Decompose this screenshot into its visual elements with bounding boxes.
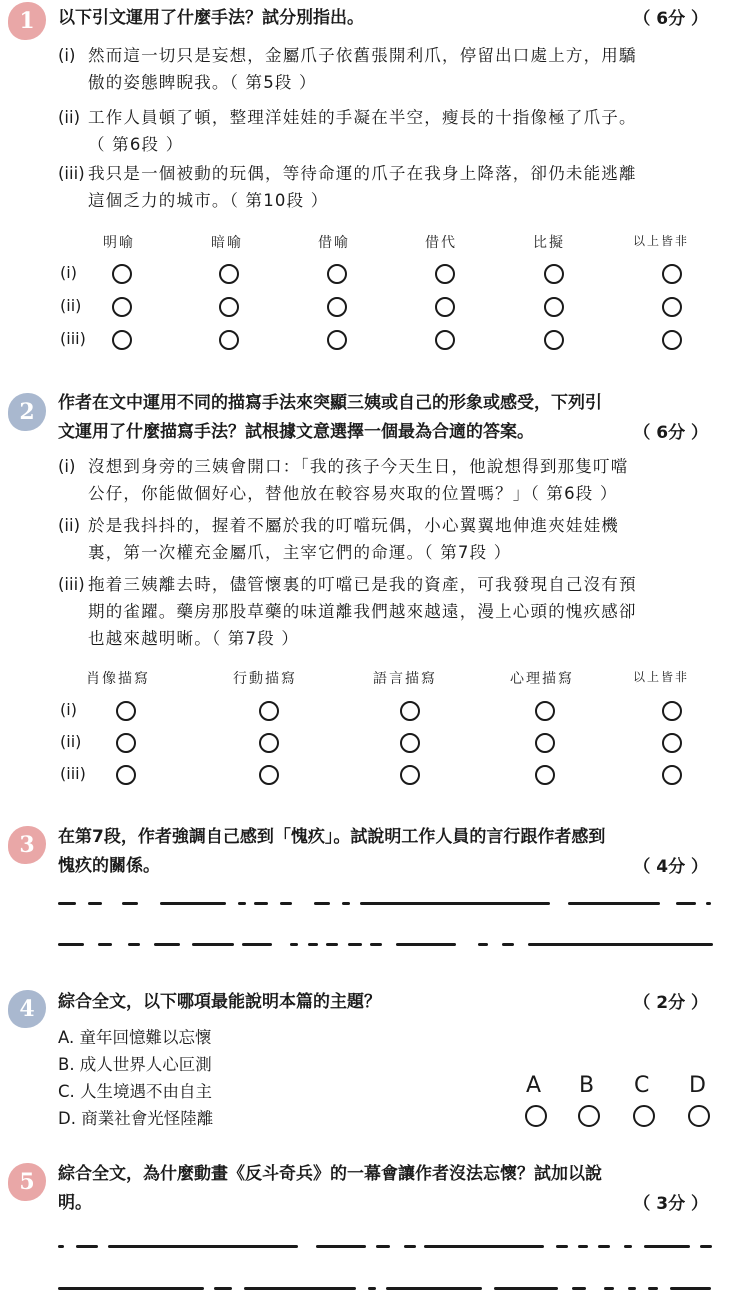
q1-col-3: 借喻 xyxy=(318,235,350,251)
q2-r1-c3-radio[interactable] xyxy=(400,701,420,721)
q4-option-c: C. 人生境遇不由自主 xyxy=(58,1082,213,1101)
q2-r3-c2-radio[interactable] xyxy=(259,765,279,785)
q4-choice-b-label: B xyxy=(579,1073,595,1098)
q2-r1-c2-radio[interactable] xyxy=(259,701,279,721)
q1-item-3: (iii) 我只是一個被動的玩偶，等待命運的爪子在我身上降落，卻仍未能逃離 這個乏力的城市。（ 第10段 ） xyxy=(58,164,637,210)
q1-r3-c4-radio[interactable] xyxy=(435,330,455,350)
q2-row-3-label: (iii) xyxy=(60,764,86,783)
q5-answer-line-2[interactable] xyxy=(58,1287,713,1299)
question-2 xyxy=(0,385,730,795)
q4-choice-a-label: A xyxy=(526,1073,542,1098)
question-3-badge: 3 xyxy=(8,826,46,864)
q1-r1-c4-radio[interactable] xyxy=(435,264,455,284)
q1-item-2: (ii) 工作人員頓了頓，整理洋娃娃的手凝在半空，瘦長的十指像極了爪子。 （ 第6段 ） xyxy=(58,108,637,154)
q2-row-1-label: (i) xyxy=(60,700,77,719)
question-1-badge: 1 xyxy=(8,2,46,40)
q1-r2-c2-radio[interactable] xyxy=(219,297,239,317)
q1-r2-c6-radio[interactable] xyxy=(662,297,682,317)
q1-row-3-label: (iii) xyxy=(60,329,86,348)
q2-r2-c5-radio[interactable] xyxy=(662,733,682,753)
q1-r1-c2-radio[interactable] xyxy=(219,264,239,284)
question-4-text: 綜合全文，以下哪項最能說明本篇的主題？ xyxy=(58,992,381,1012)
q2-r3-c5-radio[interactable] xyxy=(662,765,682,785)
q2-r3-c3-radio[interactable] xyxy=(400,765,420,785)
q1-r3-c5-radio[interactable] xyxy=(544,330,564,350)
question-1-text: 以下引文運用了什麼手法？試分別指出。 xyxy=(58,8,364,28)
q4-choice-b-radio[interactable] xyxy=(578,1105,600,1127)
q2-r2-c1-radio[interactable] xyxy=(116,733,136,753)
q2-col-1: 肖像描寫 xyxy=(86,671,150,687)
q2-r3-c4-radio[interactable] xyxy=(535,765,555,785)
q1-row-2-label: (ii) xyxy=(60,296,82,315)
q1-r2-c3-radio[interactable] xyxy=(327,297,347,317)
q1-r3-c6-radio[interactable] xyxy=(662,330,682,350)
question-5-score: （ 3分 ） xyxy=(633,1194,708,1214)
q3-answer-line-1[interactable] xyxy=(58,902,713,914)
q1-r3-c2-radio[interactable] xyxy=(219,330,239,350)
question-4 xyxy=(0,985,730,1135)
question-5-text: 綜合全文，為什麼動畫《反斗奇兵》的一幕會讓作者沒法忘懷？試加以說 明。 xyxy=(58,1164,602,1213)
q2-r1-c4-radio[interactable] xyxy=(535,701,555,721)
question-4-score: （ 2分 ） xyxy=(633,993,708,1013)
q1-item-1: (i) 然而這一切只是妄想，金屬爪子依舊張開利爪，停留出口處上方，用驕 傲的姿態睥睨我。（ 第5段 ） xyxy=(58,46,637,92)
q2-col-2: 行動描寫 xyxy=(233,671,297,687)
question-4-badge: 4 xyxy=(8,990,46,1028)
question-3 xyxy=(0,820,730,960)
question-3-score: （ 4分 ） xyxy=(633,857,708,877)
q4-choice-c-radio[interactable] xyxy=(633,1105,655,1127)
q4-option-d: D. 商業社會光怪陸離 xyxy=(58,1109,214,1128)
q4-option-b: B. 成人世界人心叵測 xyxy=(58,1055,212,1074)
q4-choice-d-label: D xyxy=(689,1073,706,1098)
q2-col-3: 語言描寫 xyxy=(373,671,437,687)
q1-r2-c1-radio[interactable] xyxy=(112,297,132,317)
question-5-badge: 5 xyxy=(8,1163,46,1201)
question-5 xyxy=(0,1157,730,1307)
q1-r2-c5-radio[interactable] xyxy=(544,297,564,317)
q5-answer-line-1[interactable] xyxy=(58,1245,713,1257)
q4-option-a: A. 童年回憶難以忘懷 xyxy=(58,1028,212,1047)
q1-col-4: 借代 xyxy=(425,235,457,251)
q1-col-5: 比擬 xyxy=(533,235,565,251)
q1-r1-c3-radio[interactable] xyxy=(327,264,347,284)
q1-r3-c1-radio[interactable] xyxy=(112,330,132,350)
q2-r2-c2-radio[interactable] xyxy=(259,733,279,753)
q2-r1-c1-radio[interactable] xyxy=(116,701,136,721)
question-3-text: 在第7段，作者強調自己感到「愧疚」。試說明工作人員的言行跟作者感到 愧疚的關係。 xyxy=(58,827,606,876)
q2-r2-c3-radio[interactable] xyxy=(400,733,420,753)
q2-r3-c1-radio[interactable] xyxy=(116,765,136,785)
question-2-badge: 2 xyxy=(8,393,46,431)
q4-choice-a-radio[interactable] xyxy=(525,1105,547,1127)
q1-row-1-label: (i) xyxy=(60,263,77,282)
q1-r1-c1-radio[interactable] xyxy=(112,264,132,284)
q1-col-1: 明喻 xyxy=(103,235,135,251)
q4-choice-d-radio[interactable] xyxy=(688,1105,710,1127)
q2-item-3: (iii) 拖着三姨離去時，儘管懷裏的叮噹已是我的資產，可我發現自己沒有預 期的雀躍。藥房那股草藥的味道離我們越來越遠，漫上心頭的愧疚感卻 也越來越明晰。（ 第7段 ） xyxy=(58,575,637,648)
q2-item-2: (ii) 於是我抖抖的，握着不屬於我的叮噹玩偶，小心翼翼地伸進夾娃娃機 裏，第一次權充金屬爪，主宰它們的命運。（ 第7段 ） xyxy=(58,516,619,562)
q2-item-1: (i) 沒想到身旁的三姨會開口：「我的孩子今天生日，他說想得到那隻叮噹 公仔，你能做個好心，替他放在較容易夾取的位置嗎？」（ 第6段 ） xyxy=(58,457,629,503)
question-2-score: （ 6分 ） xyxy=(633,423,708,443)
question-1-score: （ 6分 ） xyxy=(633,9,708,29)
q1-r1-c6-radio[interactable] xyxy=(662,264,682,284)
question-2-text: 作者在文中運用不同的描寫手法來突顯三姨或自己的形象或感受，下列引 文運用了什麼描寫手法？試根據文意選擇一個最為合適的答案。 xyxy=(58,393,602,442)
q1-col-2: 暗喻 xyxy=(211,235,243,251)
q1-r2-c4-radio[interactable] xyxy=(435,297,455,317)
q3-answer-line-2[interactable] xyxy=(58,943,713,955)
q1-col-6: 以上皆非 xyxy=(633,234,690,248)
q1-r3-c3-radio[interactable] xyxy=(327,330,347,350)
q2-col-5: 以上皆非 xyxy=(633,670,690,684)
q4-choice-c-label: C xyxy=(634,1073,650,1098)
q2-col-4: 心理描寫 xyxy=(510,671,574,687)
question-1 xyxy=(0,0,730,360)
q1-r1-c5-radio[interactable] xyxy=(544,264,564,284)
q2-row-2-label: (ii) xyxy=(60,732,82,751)
q2-r1-c5-radio[interactable] xyxy=(662,701,682,721)
q2-r2-c4-radio[interactable] xyxy=(535,733,555,753)
